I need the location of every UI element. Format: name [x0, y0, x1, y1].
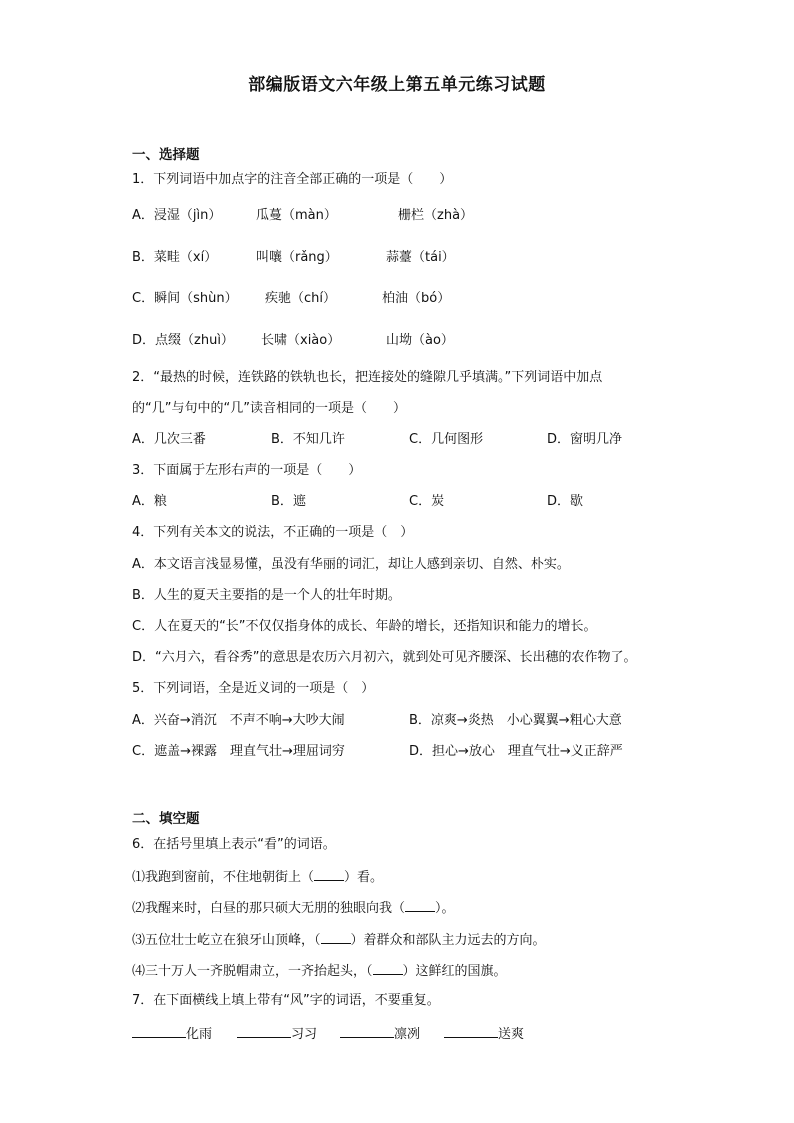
q1-option-d-3: 山坳（ào） [386, 333, 454, 348]
q7-item-1 [132, 1024, 212, 1044]
q5-option-b: B．凉爽→炎热 小心翼翼→粗心大意 [409, 713, 622, 728]
section-heading-fill: 二、填空题 [132, 811, 200, 827]
q6-blank-3[interactable] [321, 930, 351, 944]
q3-option-b: B．遮 [271, 494, 306, 509]
question-2-stem-line2: 的“几”与句中的“几”读音相同的一项是（ ） [132, 401, 406, 416]
q7-item-3-label: 凛冽 [394, 1027, 421, 1042]
q1-option-a-2: 瓜蔓（màn） [256, 208, 337, 223]
q7-blank-1[interactable] [132, 1024, 186, 1038]
q2-option-c: C．几何图形 [409, 432, 484, 447]
q1-option-b-3: 蒜薹（tái） [386, 250, 455, 265]
q1-option-d-1: D．点缀（zhuì） [132, 333, 234, 348]
q7-item-3 [340, 1024, 420, 1044]
q1-option-d-2: 长啸（xiào） [261, 333, 341, 348]
q7-item-2-label: 习习 [291, 1027, 318, 1042]
q1-option-c-2: 疾驰（chí） [265, 291, 336, 306]
q6-item-3-before: ⑶五位壮士屹立在狼牙山顶峰，（ [132, 933, 321, 948]
section-heading-choice: 一、选择题 [132, 147, 200, 163]
q4-option-a: A．本文语言浅显易懂，虽没有华丽的词汇，却让人感到亲切、自然、朴实。 [132, 557, 570, 572]
question-3-stem: 3．下面属于左形右声的一项是（ ） [132, 463, 362, 478]
q1-option-b-1: B．菜畦（xí） [132, 250, 218, 265]
q7-item-1-label: 化雨 [186, 1027, 213, 1042]
q5-option-d: D．担心→放心 理直气壮→义正辞严 [409, 744, 623, 759]
q2-option-d: D．窗明几净 [547, 432, 623, 447]
q6-item-3-after: ）着群众和部队主力远去的方向。 [350, 933, 546, 948]
q2-option-a: A．几次三番 [132, 432, 206, 447]
q1-option-c-1: C．瞬间（shùn） [132, 291, 238, 306]
q6-blank-2[interactable] [405, 898, 435, 912]
q7-blank-4[interactable] [444, 1024, 498, 1038]
q5-option-c: C．遮盖→裸露 理直气壮→理屈词穷 [132, 744, 345, 759]
q7-blank-3[interactable] [340, 1024, 394, 1038]
q1-option-a-1: A．浸湿（jìn） [132, 208, 222, 223]
question-2-stem-line1: 2．“最热的时候，连铁路的铁轨也长，把连接处的缝隙几乎填满。”下列词语中加点 [132, 370, 603, 385]
q6-item-1 [132, 867, 383, 887]
q3-option-a: A．粮 [132, 494, 167, 509]
q1-option-b-2: 叫嚷（rǎng） [256, 250, 338, 265]
q6-item-1-after: ）看。 [344, 870, 384, 885]
q1-option-c-3: 柏油（bó） [382, 291, 451, 306]
q7-blank-2[interactable] [237, 1024, 291, 1038]
q5-option-a: A．兴奋→消沉 不声不响→大吵大闹 [132, 713, 345, 728]
q4-option-b: B．人生的夏天主要指的是一个人的壮年时期。 [132, 588, 401, 603]
q6-item-4 [132, 961, 507, 981]
question-7-stem: 7．在下面横线上填上带有“风”字的词语，不要重复。 [132, 993, 440, 1008]
question-1-stem: 1．下列词语中加点字的注音全部正确的一项是（ ） [132, 172, 453, 187]
page-title: 部编版语文六年级上第五单元练习试题 [248, 75, 546, 95]
q7-item-2 [237, 1024, 317, 1044]
question-6-stem: 6．在括号里填上表示“看”的词语。 [132, 837, 336, 852]
q6-item-4-before: ⑷三十万人一齐脱帽肃立，一齐抬起头，（ [132, 964, 373, 979]
q4-option-d: D．“六月六，看谷秀”的意思是农历六月初六，就到处可见齐腰深、长出穗的农作物了。 [132, 650, 637, 665]
q7-item-4 [444, 1024, 524, 1044]
q6-blank-4[interactable] [373, 961, 403, 975]
q6-item-2-after: ）。 [435, 901, 455, 916]
q6-item-2-before: ⑵我醒来时，白昼的那只硕大无朋的独眼向我（ [132, 901, 406, 916]
question-4-stem: 4．下列有关本文的说法，不正确的一项是（ ） [132, 525, 414, 540]
q6-item-4-after: ）这鲜红的国旗。 [402, 964, 507, 979]
q4-option-c: C．人在夏天的“长”不仅仅指身体的成长、年龄的增长，还指知识和能力的增长。 [132, 619, 597, 634]
q7-item-4-label: 送爽 [498, 1027, 525, 1042]
q3-option-c: C．炭 [409, 494, 445, 509]
q2-option-b: B．不知几许 [271, 432, 345, 447]
q1-option-a-3: 栅栏（zhà） [398, 208, 474, 223]
q6-blank-1[interactable] [314, 867, 344, 881]
q6-item-2 [132, 898, 455, 918]
question-5-stem: 5．下列词语，全是近义词的一项是（ ） [132, 681, 375, 696]
q6-item-3 [132, 930, 546, 950]
q6-item-1-before: ⑴我跑到窗前，不住地朝街上（ [132, 870, 315, 885]
q3-option-d: D．歇 [547, 494, 584, 509]
